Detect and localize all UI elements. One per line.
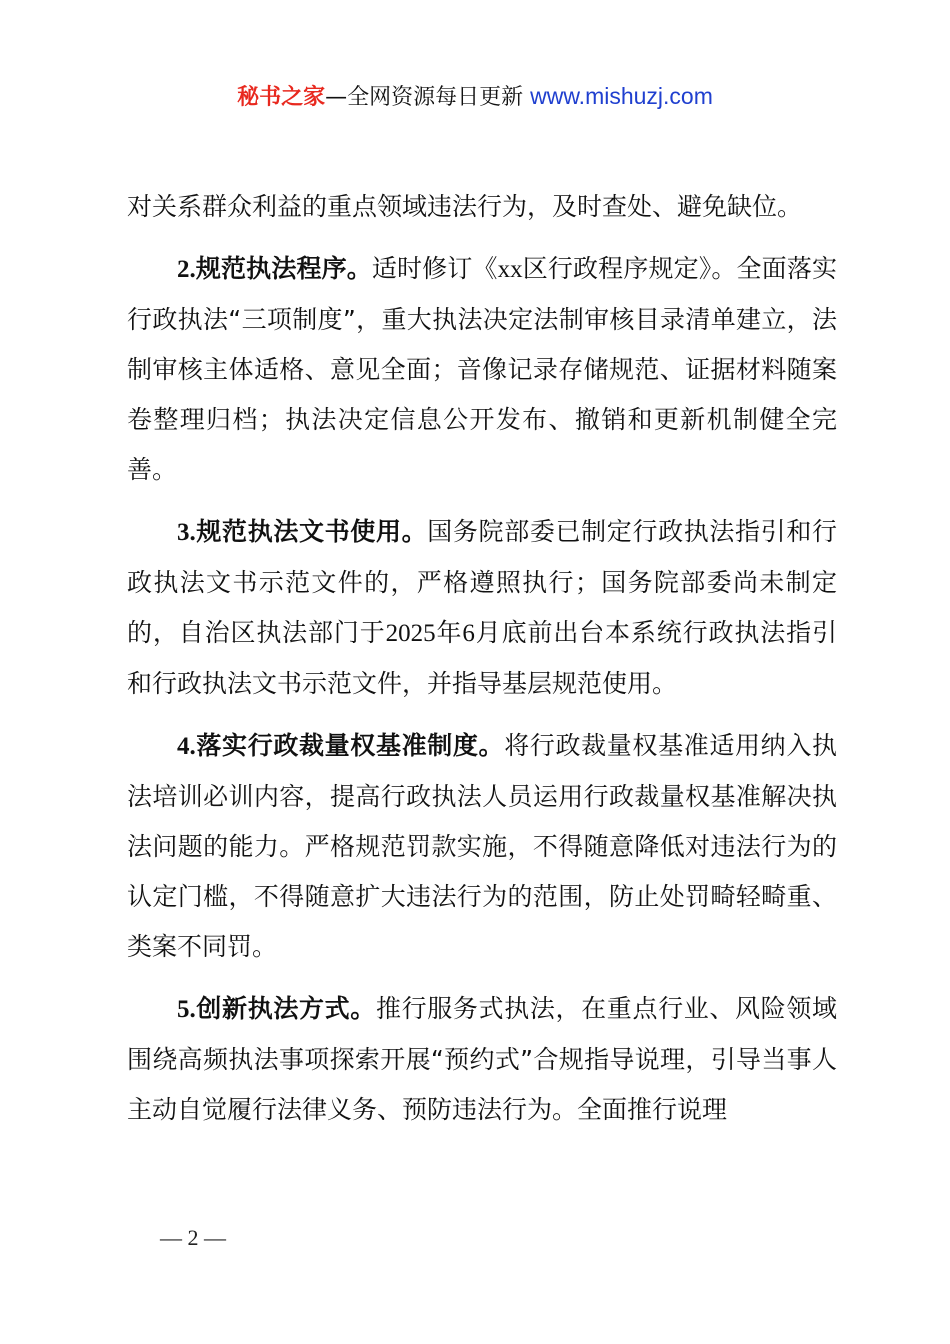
page-number: — 2 — [160,1225,226,1250]
paragraph-item-5 [127,984,837,1135]
paragraph-text: 将行政裁量权基准适用纳入执法培训必训内容，提高行政执法人员运用行政裁量权基准解决执法问题的能力。严格规范罚款实施，不得随意降低对违法行为的认定门槛，不得随意扩大违法行为的范围，防止处罚畸轻畸重、类案不同罚。 [127,731,837,961]
paragraph-item-4 [127,721,837,972]
item-heading: 落实行政裁量权基准制度。 [195,731,505,760]
document-body [127,182,837,1135]
item-number: 2. [177,256,196,283]
placeholder-text: xx [497,256,523,283]
paragraph-text: 国务院部委已制定行政执法指引和行政执法文书示范文件的，严格遵照执行；国务院部委尚未制定的，自治区执法部门于 [127,517,837,647]
item-heading: 创新执法方式。 [195,994,376,1023]
site-url[interactable]: www.mishuzj.com [530,83,713,109]
brand-name: 秘书之家 [237,85,326,110]
paragraph-text: 月底前出台本系统行政执法指引和行政执法文书示范文件，并指导基层规范使用。 [127,618,837,698]
paragraph-text: 区行政程序规定》。全面落实行政执法“三项制度”，重大执法决定法制审核目录清单建立，法制审核主体适格、意见全面；音像记录存储规范、证据材料随案卷整理归档；执法决定信息公开发布、撤销和更新机制健全完善。 [127,254,837,484]
item-heading: 规范执法程序。 [195,254,372,283]
site-banner [0,80,950,114]
item-number: 3. [177,519,196,546]
paragraph-item-2 [127,244,837,495]
paragraph-text: 推行服务式执法，在重点行业、风险领域围绕高频执法事项探索开展“预约式”合规指导说理，引导当事人主动自觉履行法律义务、预防违法行为。全面推行说理 [127,994,837,1124]
paragraph-text: 适时修订《 [371,254,498,283]
paragraph-item-3 [127,507,837,709]
year-value: 2025 [385,620,436,647]
banner-tagline: —全网资源每日更新 [325,85,531,110]
month-value: 6 [462,620,475,647]
item-number: 4. [177,733,196,760]
paragraph-text: 年 [435,618,463,647]
item-number: 5. [177,996,196,1023]
paragraph-text: 对关系群众利益的重点领域违法行为，及时查处、避免缺位。 [127,192,803,221]
paragraph-continued [127,182,837,232]
item-heading: 规范执法文书使用。 [195,517,428,546]
